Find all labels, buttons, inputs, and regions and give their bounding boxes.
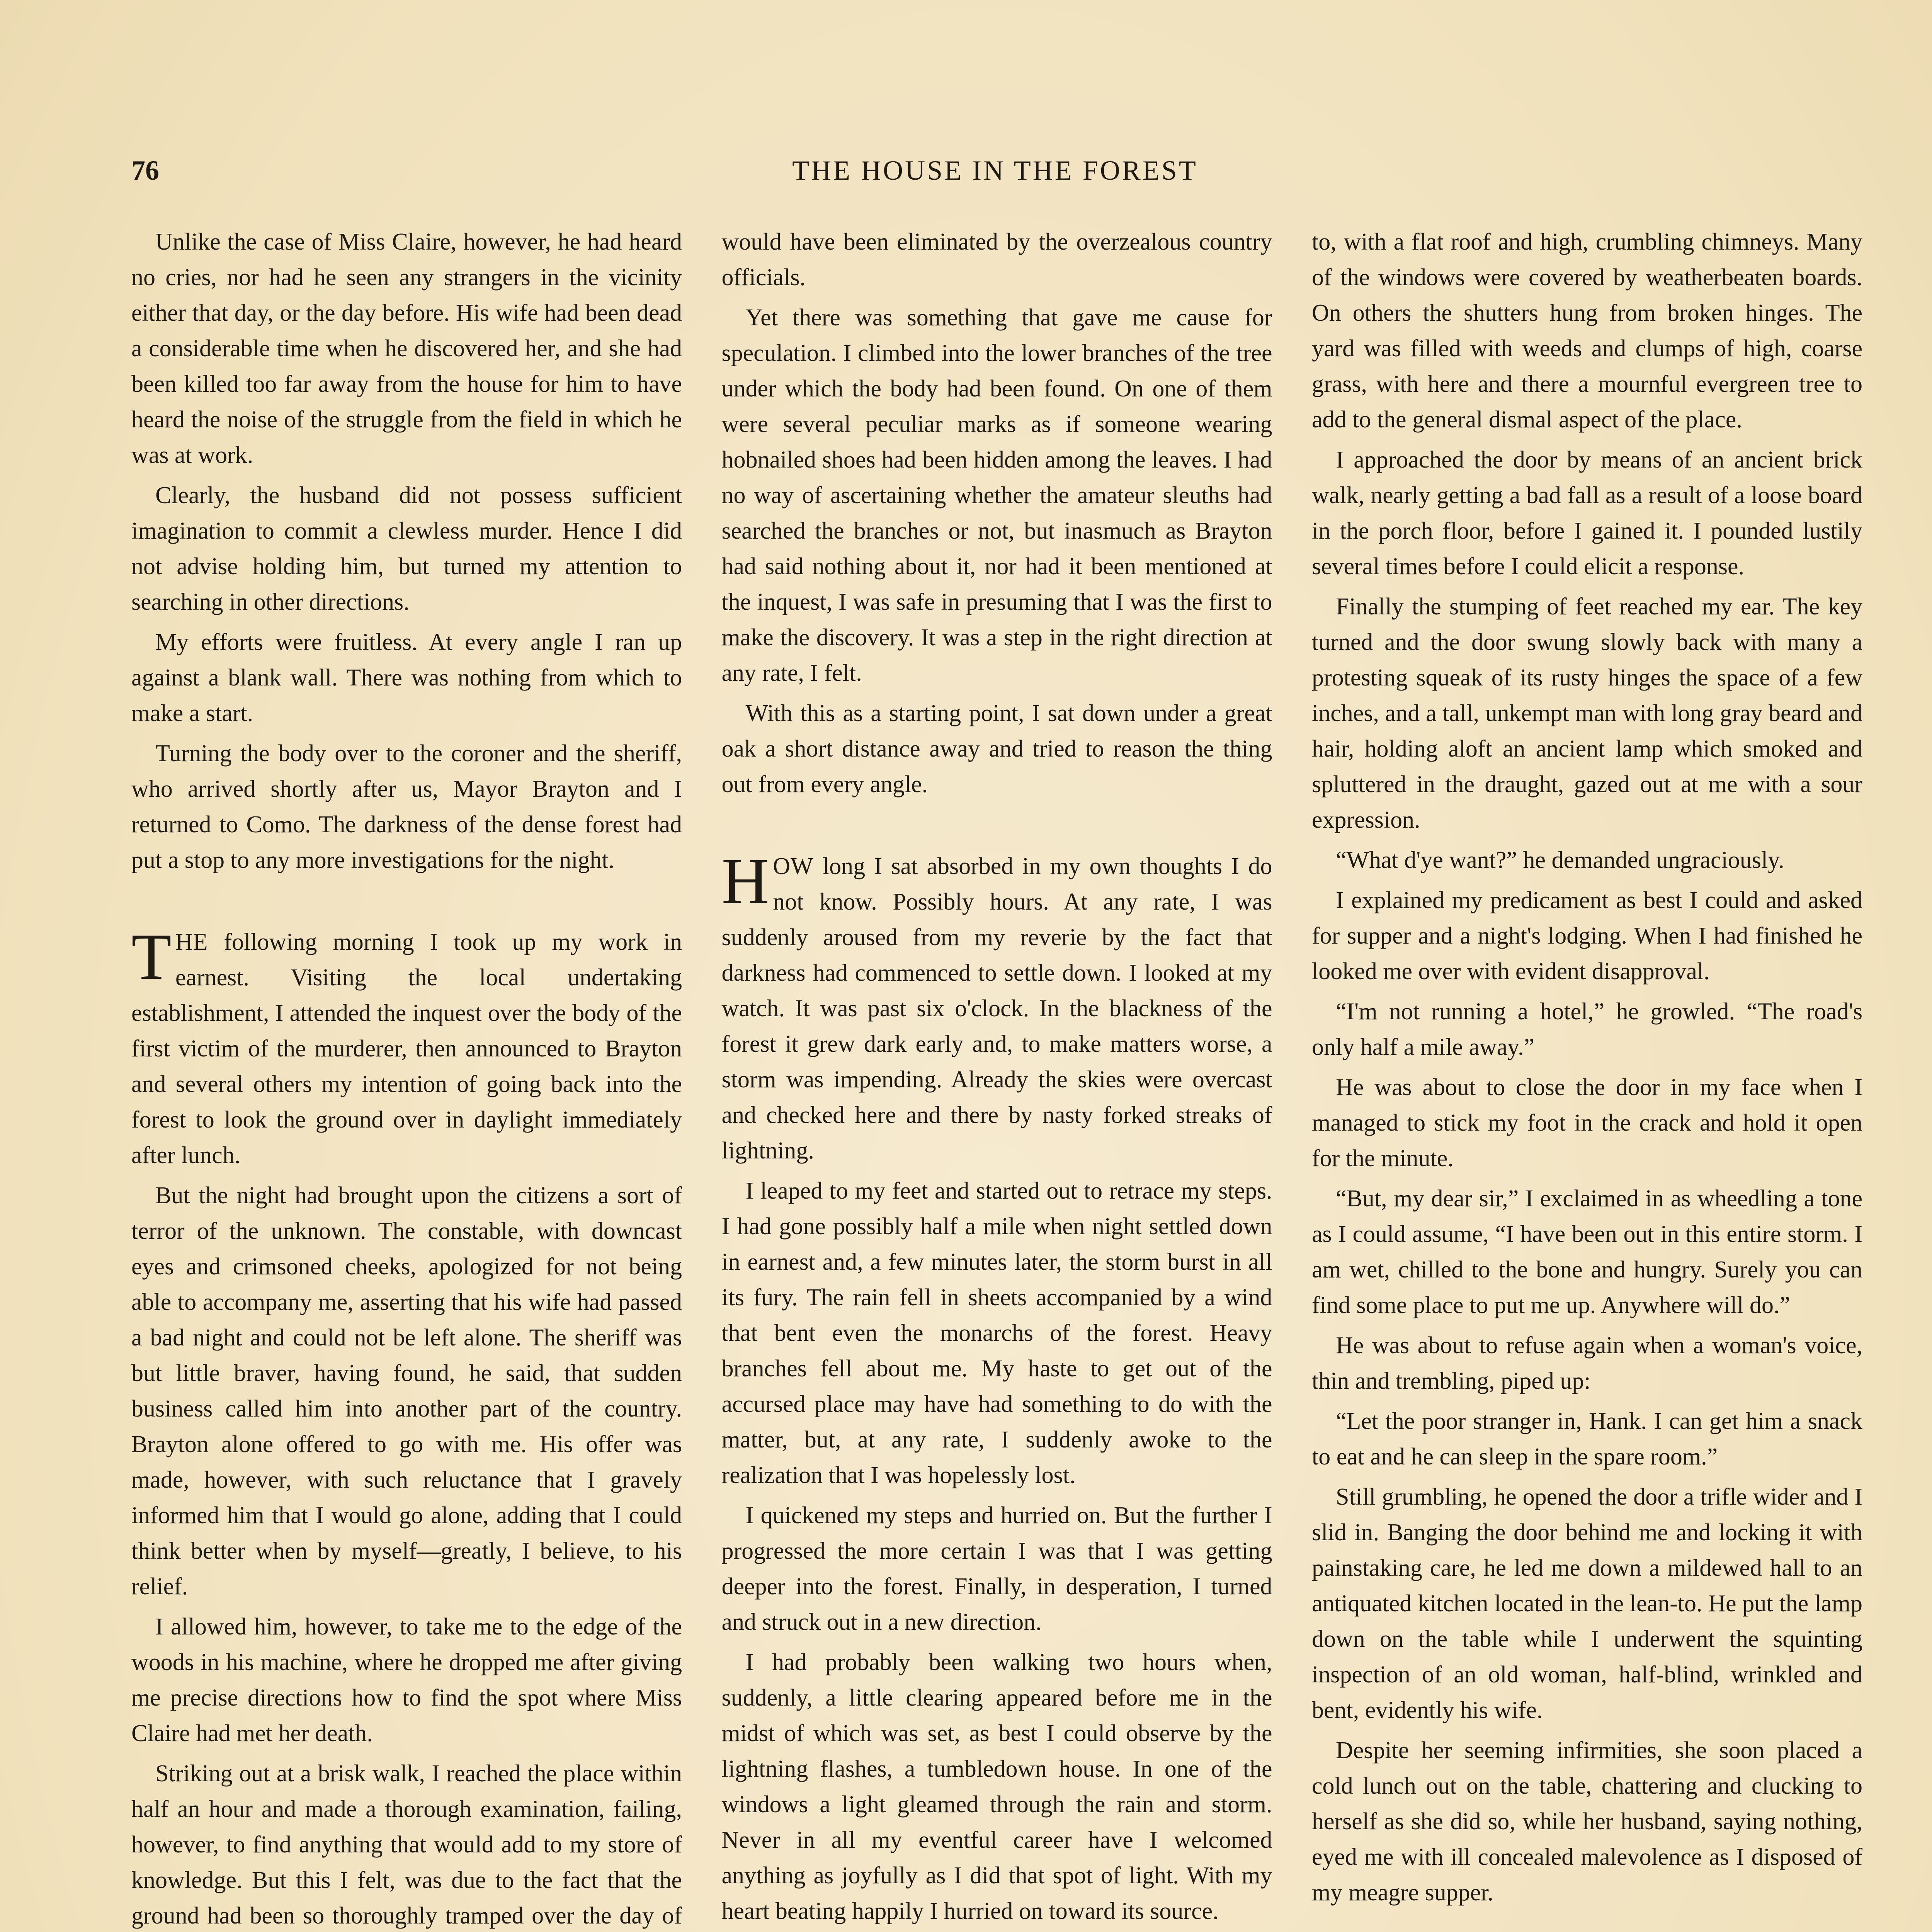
paragraph: With this as a starting point, I sat down under a great oak a short distance away and tried to reason the thing out from every angle.	[721, 700, 1272, 798]
paragraph: He was about to close the door in my face when I managed to stick my foot in the crack and hold it open for the minute.	[1312, 1074, 1862, 1172]
continued-paragraph: would have been eliminated by the overzealous country officials.	[721, 229, 1272, 291]
dropcap-paragraph	[131, 920, 682, 1173]
paragraph: He was about to refuse again when a woman's voice, thin and trembling, piped up:	[1312, 1332, 1862, 1394]
dropcap-lead: OW	[773, 853, 814, 879]
column-2	[722, 224, 1272, 1932]
paragraph: “Let the poor stranger in, Hank. I can get him a snack to eat and he can sleep in the spare room.”	[1312, 1408, 1862, 1470]
page-header	[131, 155, 1859, 201]
paragraph: “I'm not running a hotel,” he growled. “The road's only half a mile away.”	[1312, 998, 1862, 1060]
paragraph: I allowed him, however, to take me to the edge of the woods in his machine, where he dropped me after giving me precise directions how to find the spot where Miss Claire had met her death.	[131, 1614, 682, 1747]
paragraph: I approached the door by means of an ancient brick walk, nearly getting a bad fall as a result of a loose board in the porch floor, before I gained it. I pounded lustily several times before I could elicit a response.	[1312, 447, 1862, 580]
column-1	[131, 224, 682, 1932]
paragraph: Clearly, the husband did not possess sufficient imagination to commit a clewless murder. Hence I did not advise holding him, but turned my attention to searching in other directions.	[131, 482, 682, 615]
paragraph: Still grumbling, he opened the door a trifle wider and I slid in. Banging the door behind me and locking it with painstaking care, he led me down a mildewed hall to an antiquated kitchen located in the lean-to. He put the lamp down on the table while I underwent the squinting inspection of an old woman, half-blind, wrinkled and bent, evidently his wife.	[1312, 1484, 1862, 1723]
paragraph: Turning the body over to the coroner and the sheriff, who arrived shortly after us, Mayor Brayton and I returned to Como. The darkness of the dense forest had put a stop to any more investigations for the night.	[131, 740, 682, 873]
paragraph: But the night had brought upon the citizens a sort of terror of the unknown. The constable, with downcast eyes and crimsoned cheeks, apologized for not being able to accompany me, asserting that his wife had passed a bad night and could not be left alone. The sheriff was but little braver, having found, he said, that sudden business called him into another part of the country. Brayton alone offered to go with me. His offer was made, however, with such reluctance that I gravely informed him that I would go alone, adding that I could think better when by myself—greatly, I believe, to his relief.	[131, 1182, 682, 1600]
paragraph: I had probably been walking two hours when, suddenly, a little clearing appeared before me in the midst of which was set, as best I could observe by the lightning flashes, a tumbledown house. In one of the windows a light gleamed through the rain and storm. Never in all my eventful career have I welcomed anything as joyfully as I did that spot of light. With my heart beating happily I hurried on toward its source.	[721, 1649, 1272, 1924]
paragraph: I explained my predicament as best I could and asked for supper and a night's lodging. When I had finished he looked me over with evident disapproval.	[1312, 887, 1862, 985]
paragraph: My efforts were fruitless. At every angle I ran up against a blank wall. There was nothing from which to make a start.	[131, 629, 682, 726]
paragraph: Unlike the case of Miss Claire, however, he had heard no cries, nor had he seen any strangers in the vicinity either that day, or the day before. His wife had been dead a considerable time when he discovered her, and she had been killed too far away from the house for him to have heard the noise of the struggle from the field in which he was at work.	[131, 229, 682, 468]
paragraph: Yet there was something that gave me cause for speculation. I climbed into the lower branches of the tree under which the body had been found. On one of them were several peculiar marks as if someone wearing hobnailed shoes had been hidden among the leaves. I had no way of ascertaining whether the amateur sleuths had searched the branches or not, but inasmuch as Brayton had said nothing about it, nor had it been mentioned at the inquest, I was safe in presuming that I was the first to make the discovery. It was a step in the right direction at any rate, I felt.	[721, 304, 1272, 686]
dropcap-text: following morning I took up my work in earnest. Visiting the local undertaking establishment, I attended the inquest over the body of the first victim of the murderer, then announced to Brayton and several others my intention of going back into the forest to look the ground over in daylight immediately after lunch.	[131, 929, 682, 1168]
dropcap-text: long I sat absorbed in my own thoughts I do not know. Possibly hours. At any rate, I was suddenly aroused from my reverie by the fact that darkness had commenced to settle down. I looked at my watch. It was past six o'clock. In the blackness of the forest it grew dark early and, to make matters worse, a storm was impending. Already the skies were overcast and checked here and there by nasty forked streaks of lightning.	[721, 853, 1272, 1164]
dropcap-lead: HE	[175, 929, 208, 955]
text-columns	[131, 224, 1862, 1932]
column-3	[1312, 224, 1862, 1932]
continued-paragraph: to, with a flat roof and high, crumbling chimneys. Many of the windows were covered by weatherbeaten boards. On others the shutters hung from broken hinges. The yard was filled with weeds and clumps of high, coarse grass, with here and there a mournful evergreen tree to add to the general dismal aspect of the place.	[1312, 229, 1862, 433]
dropcap-paragraph	[721, 845, 1272, 1168]
drop-cap: T	[131, 920, 172, 993]
paragraph: I quickened my steps and hurried on. But the further I progressed the more certain I was that I was getting deeper into the forest. Finally, in desperation, I turned and struck out in a new direction.	[721, 1502, 1272, 1635]
paragraph: Despite her seeming infirmities, she soon placed a cold lunch out on the table, chattering and clucking to herself as she did so, while her husband, saying nothing, eyed me with ill concealed malevolence as I disposed of my meagre supper.	[1312, 1737, 1862, 1906]
paragraph: I leaped to my feet and started out to retrace my steps. I had gone possibly half a mile when night settled down in earnest and, a few minutes later, the storm burst in all its fury. The rain fell in sheets accompanied by a wind that bent even the monarchs of the forest. Heavy branches fell about me. My haste to get out of the accursed place may have had something to do with the matter, but, at any rate, I suddenly awoke to the realization that I was hopelessly lost.	[721, 1178, 1272, 1488]
running-title: THE HOUSE IN THE FOREST	[792, 155, 1198, 186]
paragraph: “But, my dear sir,” I exclaimed in as wheedling a tone as I could assume, “I have been out in this entire storm. I am wet, chilled to the bone and hungry. Surely you can find some place to put me up. Anywhere will do.”	[1312, 1185, 1862, 1318]
drop-cap: H	[721, 845, 769, 917]
page-number: 76	[131, 155, 159, 186]
paragraph: Striking out at a brisk walk, I reached the place within half an hour and made a thorough examination, failing, however, to find anything that would add to my store of knowledge. But this I felt, was due to the fact that the ground had been so thoroughly tramped over the day of	[131, 1760, 682, 1929]
paragraph: Finally the stumping of feet reached my ear. The key turned and the door swung slowly back with many a protesting squeak of its rusty hinges the space of a few inches, and a tall, unkempt man with long gray beard and hair, holding aloft an ancient lamp which smoked and spluttered in the draught, gazed out at me with a sour expression.	[1312, 594, 1862, 833]
paragraph: “What d'ye want?” he demanded ungraciously.	[1336, 847, 1784, 873]
